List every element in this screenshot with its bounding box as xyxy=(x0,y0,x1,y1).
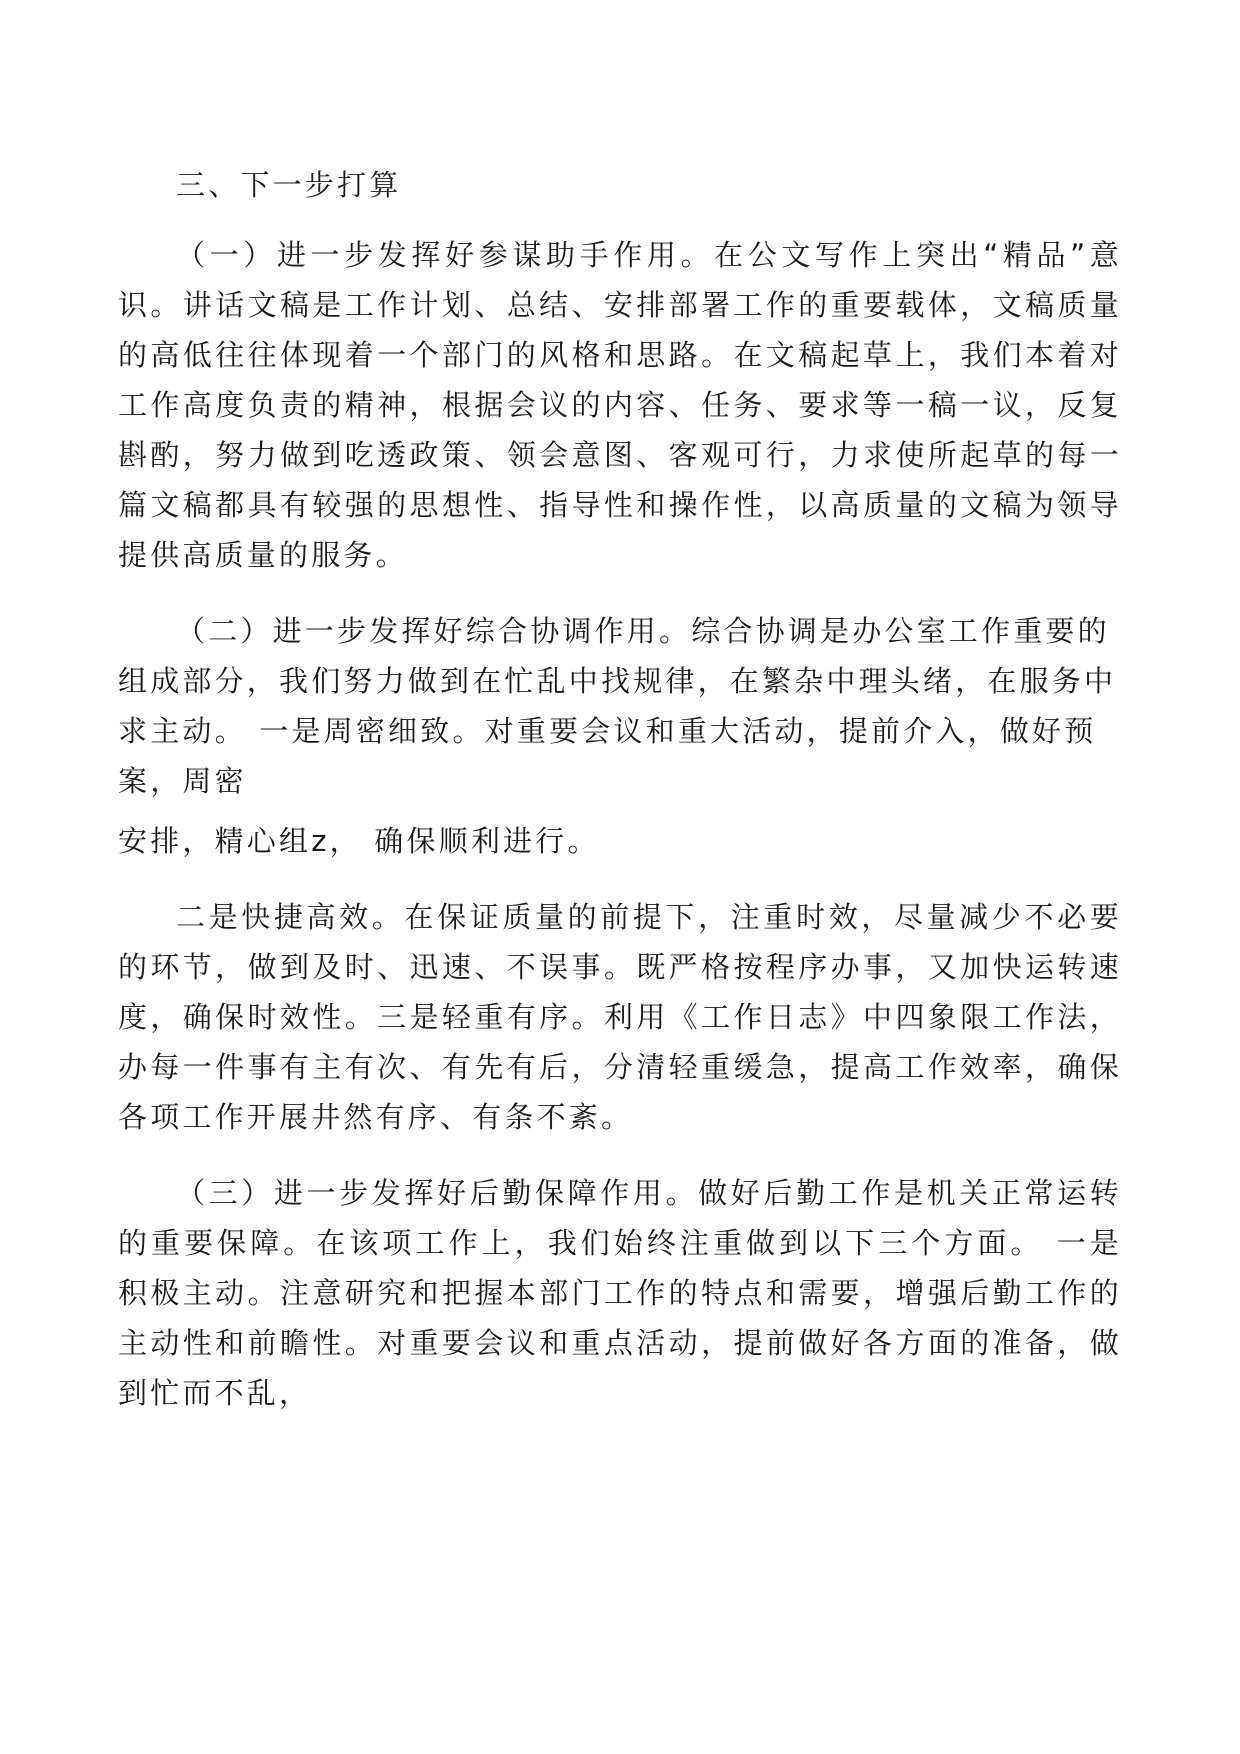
paragraph-3: 二是快捷高效。在保证质量的前提下，注重时效，尽量减少不必要的环节，做到及时、迅速、不误事。既严格按程序办事，又加快运转速度，确保时效性。三是轻重有序。利用《工作日志》中四象限工作法，办每一件事有主有次、有先有后，分清轻重缓急，提高工作效率，确保各项工作开展井然有序、有条不紊。 xyxy=(118,900,1122,1134)
paragraph-2-continuation: 安排，精心组z， 确保顺利进行。 xyxy=(118,824,600,858)
paragraph-4: （三）进一步发挥好后勤保障作用。做好后勤工作是机关正常运转的重要保障。在该项工作上，我们始终注重做到以下三个方面。 一是积极主动。注意研究和把握本部门工作的特点和需要，增强后勤工作的主动性和前瞻性。对重要会议和重点活动，提前做好各方面的准备，做到忙而不乱， xyxy=(118,1176,1122,1410)
section-heading: 三、下一步打算 xyxy=(176,168,402,202)
document-body xyxy=(118,160,1122,1418)
paragraph-2: （二）进一步发挥好综合协调作用。综合协调是办公室工作重要的组成部分，我们努力做到在忙乱中找规律，在繁杂中理头绪，在服务中求主动。 一是周密细致。对重要会议和重大活动，提前介入，做好预案，周密 xyxy=(118,614,1117,798)
paragraph-1: （一）进一步发挥好参谋助手作用。在公文写作上突出“精品”意识。讲话文稿是工作计划、总结、安排部署工作的重要载体，文稿质量的高低往往体现着一个部门的风格和思路。在文稿起草上，我们本着对工作高度负责的精神，根据会议的内容、任务、要求等一稿一议，反复斟酌，努力做到吃透政策、领会意图、客观可行，力求使所起草的每一篇文稿都具有较强的思想性、指导性和操作性，以高质量的文稿为领导提供高质量的服务。 xyxy=(118,238,1122,572)
